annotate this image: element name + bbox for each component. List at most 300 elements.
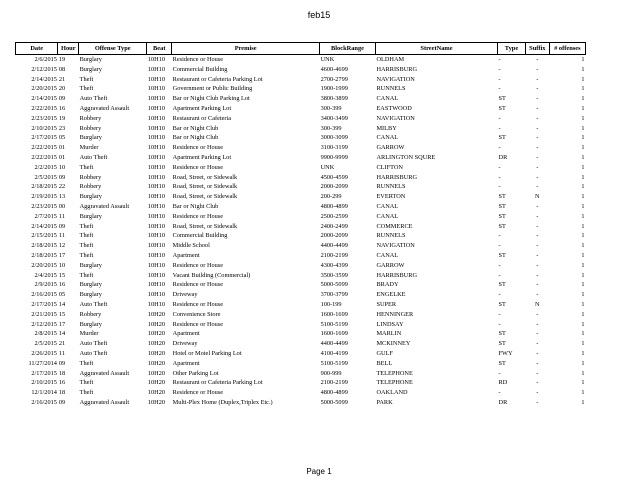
cell-offenses: 1	[581, 310, 585, 318]
cell-suffix: -	[536, 320, 539, 328]
cell-block-range: 4800-4899	[320, 389, 348, 397]
cell-offenses: 1	[581, 144, 585, 152]
cell-beat: 10H10	[147, 222, 166, 230]
cell-beat: 10H10	[147, 300, 166, 308]
cell-suffix: -	[536, 232, 539, 240]
cell-hour: 09	[58, 173, 66, 181]
cell-offense-type: Burglary	[79, 212, 102, 220]
cell-street-name: PARK	[376, 398, 393, 406]
cell-beat: 10H10	[147, 124, 166, 132]
cell-beat: 10H20	[147, 340, 166, 348]
table-row	[16, 212, 586, 222]
cell-type: -	[498, 183, 501, 191]
cell-suffix: -	[536, 212, 539, 220]
cell-offenses: 1	[581, 271, 585, 279]
cell-type: -	[498, 242, 501, 250]
cell-street-name: NAVIGATION	[376, 75, 415, 83]
cell-offenses: 1	[581, 183, 585, 191]
cell-offenses: 1	[581, 75, 585, 83]
cell-street-name: MCKINNEY	[376, 340, 411, 348]
cell-block-range: 4800-4899	[320, 202, 348, 210]
cell-hour: 18	[58, 369, 66, 377]
cell-suffix: -	[536, 281, 539, 289]
cell-suffix: -	[536, 134, 539, 142]
cell-block-range: 1900-1999	[320, 85, 348, 93]
cell-offenses: 1	[581, 359, 585, 367]
cell-date: 2/18/2015	[31, 251, 57, 259]
table-row	[16, 300, 586, 310]
cell-offense-type: Burglary	[79, 193, 102, 201]
cell-date: 2/23/2015	[31, 114, 57, 122]
cell-hour: 11	[58, 349, 65, 357]
cell-suffix: -	[536, 183, 539, 191]
cell-date: 2/18/2015	[31, 183, 57, 191]
cell-offense-type: Theft	[79, 242, 94, 250]
cell-beat: 10H10	[147, 281, 166, 289]
column-header-offenses: # offenses	[549, 43, 585, 55]
cell-beat: 10H10	[147, 144, 166, 152]
column-header-premise: Premise	[172, 43, 320, 55]
cell-suffix: -	[536, 104, 539, 112]
cell-block-range: 300-399	[320, 124, 342, 132]
cell-hour: 17	[58, 251, 66, 259]
cell-block-range: 3500-3599	[320, 271, 348, 279]
cell-street-name: CANAL	[376, 212, 399, 220]
cell-offenses: 1	[581, 291, 585, 299]
cell-type: DR	[498, 153, 508, 161]
cell-date: 2/5/2015	[34, 173, 57, 181]
cell-suffix: -	[536, 173, 539, 181]
cell-beat: 10H10	[147, 65, 166, 73]
cell-type: DR	[498, 398, 508, 406]
cell-beat: 10H10	[147, 261, 166, 269]
cell-beat: 10H10	[147, 153, 166, 161]
cell-type: ST	[498, 281, 506, 289]
cell-offense-type: Burglary	[79, 56, 102, 63]
cell-date: 2/21/2015	[31, 310, 57, 318]
cell-offense-type: Auto Theft	[79, 153, 108, 161]
cell-type: ST	[498, 104, 506, 112]
cell-premise: Bar or Night Club	[172, 202, 219, 210]
cell-hour: 01	[58, 144, 66, 152]
cell-date: 2/16/2015	[31, 291, 57, 299]
cell-street-name: TELEPHONE	[376, 369, 413, 377]
cell-street-name: CANAL	[376, 95, 399, 103]
cell-hour: 16	[58, 379, 66, 387]
cell-type: ST	[498, 222, 506, 230]
cell-premise: Residence or House	[172, 389, 224, 397]
cell-offenses: 1	[581, 95, 585, 103]
cell-street-name: EVERTON	[376, 193, 406, 201]
cell-hour: 20	[58, 85, 66, 93]
cell-hour: 09	[58, 398, 66, 406]
table-row	[16, 280, 586, 290]
cell-street-name: COMMERCE	[376, 222, 413, 230]
cell-date: 2/17/2015	[31, 300, 57, 308]
table-body	[16, 55, 586, 408]
table-row	[16, 222, 586, 232]
cell-date: 2/20/2015	[31, 261, 57, 269]
cell-street-name: CANAL	[376, 251, 399, 259]
cell-premise: Apartment Parking Lot	[172, 104, 232, 112]
cell-date: 2/22/2015	[31, 153, 57, 161]
cell-block-range: UNK	[320, 56, 335, 63]
table-row	[16, 192, 586, 202]
cell-block-range: 3400-3499	[320, 114, 348, 122]
offense-report-table	[15, 42, 586, 408]
cell-offenses: 1	[581, 56, 585, 63]
cell-offense-type: Robbery	[79, 310, 102, 318]
cell-street-name: CANAL	[376, 134, 399, 142]
cell-date: 2/8/2015	[34, 330, 57, 338]
cell-type: ST	[498, 359, 506, 367]
cell-type: -	[498, 261, 501, 269]
cell-block-range: 2700-2799	[320, 75, 348, 83]
cell-offense-type: Auto Theft	[79, 95, 108, 103]
table-row	[16, 143, 586, 153]
cell-offenses: 1	[581, 104, 585, 112]
cell-date: 2/14/2015	[31, 222, 57, 230]
cell-offenses: 1	[581, 232, 585, 240]
table-row	[16, 84, 586, 94]
table-row	[16, 133, 586, 143]
column-header-suffix: Suffix	[525, 43, 549, 55]
cell-premise: Driveway	[172, 340, 198, 348]
cell-suffix: -	[536, 261, 539, 269]
cell-premise: Bar or Night Club Parking Lot	[172, 95, 250, 103]
cell-offenses: 1	[581, 212, 585, 220]
cell-date: 2/15/2015	[31, 232, 57, 240]
table-row	[16, 378, 586, 388]
page-number: Page 1	[306, 467, 332, 476]
table-row	[16, 369, 586, 379]
cell-premise: Road, Street, or Sidewalk	[172, 193, 238, 201]
table-row	[16, 241, 586, 251]
cell-hour: 15	[58, 271, 66, 279]
cell-hour: 10	[58, 163, 66, 171]
cell-beat: 10H10	[147, 173, 166, 181]
table-row	[16, 55, 586, 65]
cell-date: 2/23/2015	[31, 202, 57, 210]
cell-type: -	[498, 310, 501, 318]
cell-offenses: 1	[581, 330, 585, 338]
cell-premise: Road, Street, or Sidewalk	[172, 183, 238, 191]
cell-type: -	[498, 114, 501, 122]
table-row	[16, 202, 586, 212]
cell-offense-type: Theft	[79, 222, 94, 230]
cell-block-range: 2500-2599	[320, 212, 348, 220]
cell-block-range: 5000-5099	[320, 281, 348, 289]
cell-type: FWY	[498, 349, 513, 357]
table-row	[16, 261, 586, 271]
cell-suffix: -	[536, 291, 539, 299]
table-row	[16, 94, 586, 104]
cell-block-range: 4100-4199	[320, 349, 348, 357]
cell-type: -	[498, 144, 501, 152]
cell-block-range: 1600-1699	[320, 310, 348, 318]
cell-beat: 10H20	[147, 349, 166, 357]
cell-suffix: -	[536, 251, 539, 259]
cell-offenses: 1	[581, 242, 585, 250]
cell-offenses: 1	[581, 398, 585, 406]
cell-date: 11/27/2014	[28, 359, 57, 367]
cell-date: 2/9/2015	[34, 281, 57, 289]
cell-hour: 21	[58, 75, 66, 83]
cell-beat: 10H20	[147, 389, 166, 397]
cell-offense-type: Aggravated Assault	[79, 369, 130, 377]
cell-offense-type: Theft	[79, 359, 94, 367]
cell-hour: 14	[58, 300, 66, 308]
cell-beat: 10H20	[147, 330, 166, 338]
cell-suffix: N	[535, 193, 540, 201]
cell-offense-type: Burglary	[79, 261, 102, 269]
cell-offense-type: Theft	[79, 379, 94, 387]
cell-block-range: UNK	[320, 163, 335, 171]
cell-beat: 10H10	[147, 232, 166, 240]
cell-beat: 10H10	[147, 291, 166, 299]
cell-offenses: 1	[581, 300, 585, 308]
cell-street-name: OLDHAM	[376, 56, 405, 63]
cell-offense-type: Robbery	[79, 124, 102, 132]
cell-hour: 18	[58, 389, 66, 397]
cell-beat: 10H10	[147, 202, 166, 210]
cell-date: 2/2/2015	[34, 163, 57, 171]
cell-offenses: 1	[581, 193, 585, 201]
cell-hour: 19	[58, 56, 66, 63]
cell-hour: 11	[58, 232, 65, 240]
cell-beat: 10H20	[147, 379, 166, 387]
cell-hour: 15	[58, 310, 66, 318]
cell-hour: 01	[58, 153, 66, 161]
cell-street-name: GARROW	[376, 144, 405, 152]
cell-date: 2/7/2015	[34, 212, 57, 220]
cell-premise: Middle School	[172, 242, 210, 250]
cell-offenses: 1	[581, 349, 585, 357]
cell-suffix: -	[536, 222, 539, 230]
cell-premise: Driveway	[172, 291, 198, 299]
cell-beat: 10H20	[147, 369, 166, 377]
table-row	[16, 104, 586, 114]
cell-suffix: -	[536, 114, 539, 122]
cell-hour: 09	[58, 359, 66, 367]
cell-suffix: -	[536, 349, 539, 357]
cell-hour: 05	[58, 291, 66, 299]
cell-suffix: -	[536, 75, 539, 83]
column-header-date: Date	[16, 43, 58, 55]
cell-type: -	[498, 389, 501, 397]
cell-date: 2/16/2015	[31, 398, 57, 406]
cell-premise: Bar or Night Club	[172, 134, 219, 142]
cell-beat: 10H10	[147, 85, 166, 93]
cell-street-name: HARRISBURG	[376, 271, 418, 279]
cell-block-range: 200-299	[320, 193, 342, 201]
column-header-offense-type: Offense Type	[79, 43, 147, 55]
cell-suffix: -	[536, 124, 539, 132]
cell-offenses: 1	[581, 251, 585, 259]
cell-offenses: 1	[581, 340, 585, 348]
cell-suffix: -	[536, 144, 539, 152]
cell-block-range: 4400-4499	[320, 340, 348, 348]
cell-premise: Restaurant or Cafeteria Parking Lot	[172, 379, 263, 387]
cell-premise: Other Parking Lot	[172, 369, 219, 377]
table-header-row	[16, 43, 586, 55]
cell-type: -	[498, 65, 501, 73]
cell-offenses: 1	[581, 153, 585, 161]
cell-offense-type: Theft	[79, 389, 94, 397]
cell-block-range: 4500-4599	[320, 173, 348, 181]
cell-offense-type: Burglary	[79, 291, 102, 299]
cell-block-range: 3700-3799	[320, 291, 348, 299]
cell-date: 2/10/2015	[31, 379, 57, 387]
cell-offenses: 1	[581, 65, 585, 73]
cell-hour: 00	[58, 202, 66, 210]
cell-block-range: 1600-1699	[320, 330, 348, 338]
table-row	[16, 310, 586, 320]
cell-offenses: 1	[581, 173, 585, 181]
cell-offense-type: Theft	[79, 163, 94, 171]
cell-premise: Convenience Store	[172, 310, 221, 318]
cell-street-name: NAVIGATION	[376, 242, 415, 250]
cell-offenses: 1	[581, 163, 585, 171]
cell-offense-type: Burglary	[79, 65, 102, 73]
cell-date: 2/17/2015	[31, 369, 57, 377]
cell-hour: 10	[58, 261, 66, 269]
cell-premise: Residence or House	[172, 56, 224, 63]
cell-offense-type: Burglary	[79, 134, 102, 142]
cell-type: -	[498, 232, 501, 240]
cell-type: -	[498, 369, 501, 377]
cell-street-name: CANAL	[376, 202, 399, 210]
cell-beat: 10H20	[147, 359, 166, 367]
cell-suffix: -	[536, 310, 539, 318]
cell-beat: 10H10	[147, 114, 166, 122]
cell-hour: 09	[58, 222, 66, 230]
cell-beat: 10H10	[147, 242, 166, 250]
cell-date: 12/1/2014	[31, 389, 57, 397]
cell-date: 2/26/2015	[31, 349, 57, 357]
table-row	[16, 124, 586, 134]
cell-block-range: 2000-2099	[320, 232, 348, 240]
cell-suffix: -	[536, 202, 539, 210]
cell-street-name: GULF	[376, 349, 393, 357]
cell-type: RD	[498, 379, 508, 387]
cell-premise: Commercial Building	[172, 232, 228, 240]
cell-date: 2/10/2015	[31, 124, 57, 132]
cell-type: ST	[498, 340, 506, 348]
cell-date: 2/22/2015	[31, 104, 57, 112]
cell-block-range: 4600-4699	[320, 65, 348, 73]
cell-suffix: -	[536, 271, 539, 279]
cell-suffix: -	[536, 389, 539, 397]
table-row	[16, 173, 586, 183]
cell-premise: Restaurant or Cafeteria	[172, 114, 232, 122]
cell-suffix: -	[536, 369, 539, 377]
cell-hour: 21	[58, 340, 66, 348]
cell-hour: 08	[58, 65, 66, 73]
table-row	[16, 182, 586, 192]
cell-premise: Road, Street, or Sidewalk	[172, 173, 238, 181]
cell-offense-type: Robbery	[79, 173, 102, 181]
table-row	[16, 349, 586, 359]
cell-date: 2/18/2015	[31, 242, 57, 250]
cell-date: 2/14/2015	[31, 75, 57, 83]
cell-beat: 10H20	[147, 320, 166, 328]
cell-type: -	[498, 56, 501, 63]
cell-offense-type: Theft	[79, 232, 94, 240]
cell-hour: 16	[58, 281, 66, 289]
cell-type: -	[498, 271, 501, 279]
cell-offenses: 1	[581, 222, 585, 230]
cell-offense-type: Aggravated Assault	[79, 398, 130, 406]
cell-street-name: RUNNELS	[376, 85, 406, 93]
table-row	[16, 231, 586, 241]
cell-type: -	[498, 173, 501, 181]
cell-suffix: -	[536, 95, 539, 103]
cell-premise: Residence or House	[172, 300, 224, 308]
cell-offenses: 1	[581, 114, 585, 122]
cell-street-name: BRADY	[376, 281, 399, 289]
table-row	[16, 75, 586, 85]
cell-premise: Apartment	[172, 359, 200, 367]
cell-premise: Apartment Parking Lot	[172, 153, 232, 161]
cell-premise: Road, Street, or Sidewalk	[172, 222, 238, 230]
table-row	[16, 398, 586, 408]
table-row	[16, 114, 586, 124]
cell-offenses: 1	[581, 369, 585, 377]
cell-suffix: -	[536, 398, 539, 406]
cell-street-name: MILBY	[376, 124, 397, 132]
cell-offense-type: Murder	[79, 144, 99, 152]
cell-suffix: -	[536, 163, 539, 171]
table-row	[16, 320, 586, 330]
cell-type: -	[498, 75, 501, 83]
page-title: feb15	[307, 10, 331, 20]
cell-date: 2/17/2015	[31, 134, 57, 142]
column-header-type: Type	[498, 43, 526, 55]
cell-block-range: 9900-9999	[320, 153, 348, 161]
cell-premise: Restaurant or Cafeteria Parking Lot	[172, 75, 263, 83]
cell-block-range: 2100-2199	[320, 379, 348, 387]
cell-offenses: 1	[581, 85, 585, 93]
cell-premise: Apartment	[172, 330, 200, 338]
table-row	[16, 339, 586, 349]
cell-block-range: 5100-5199	[320, 359, 348, 367]
cell-block-range: 5100-5199	[320, 320, 348, 328]
cell-premise: Residence or House	[172, 212, 224, 220]
cell-offense-type: Aggravated Assault	[79, 202, 130, 210]
cell-suffix: -	[536, 340, 539, 348]
column-header-beat: Beat	[147, 43, 172, 55]
cell-suffix: -	[536, 242, 539, 250]
cell-block-range: 900-999	[320, 369, 342, 377]
cell-premise: Hotel or Motel Parking Lot	[172, 349, 242, 357]
cell-hour: 23	[58, 124, 66, 132]
cell-block-range: 100-199	[320, 300, 342, 308]
cell-offenses: 1	[581, 379, 585, 387]
cell-offense-type: Theft	[79, 271, 94, 279]
cell-date: 2/20/2015	[31, 85, 57, 93]
table-row	[16, 329, 586, 339]
cell-offense-type: Auto Theft	[79, 300, 108, 308]
cell-block-range: 2400-2499	[320, 222, 348, 230]
cell-type: ST	[498, 202, 506, 210]
cell-street-name: ARLINGTON SQURE	[376, 153, 436, 161]
cell-suffix: -	[536, 56, 539, 63]
cell-suffix: -	[536, 379, 539, 387]
cell-date: 2/12/2015	[31, 65, 57, 73]
cell-hour: 22	[58, 183, 66, 191]
cell-beat: 10H10	[147, 251, 166, 259]
